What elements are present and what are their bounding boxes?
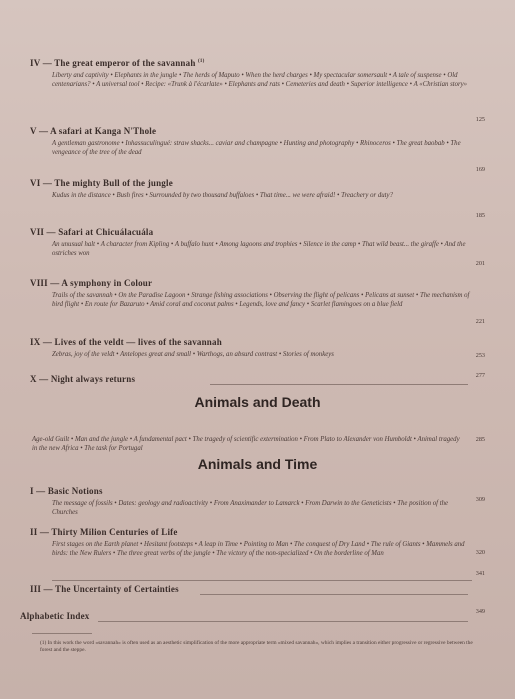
page-number: 349: [475, 608, 485, 615]
chapter-summary: The message of fossils • Dates: geology and radioactivity • From Anaximander to Lamarck • From Darwin to the Geneticists • The position of the Churches: [52, 500, 449, 516]
chapter-ix: IX — Lives of the veldt — lives of the savannah Zebras, joy of the veldt • Antelopes great and small • Warthogs, an absurd contrast • Stories of monkeys: [30, 337, 490, 359]
page-number: 320: [475, 549, 485, 556]
chapter-title: Thirty Milion Centuries of Life: [51, 527, 178, 537]
chapter-number: I: [30, 486, 34, 496]
time-chapter-ii: II — Thirty Milion Centuries of Life First stages on the Earth planet • Hesitant footsteps • A leap in Time • Pointing to Man • The conquest of Dry Land • The rule of Giants • Mammels and birds: the New Rulers • The three great verbs of the jungle • The victory of the non-specialized • On the borderline of Man: [30, 527, 490, 558]
index-entry: [20, 611, 480, 621]
chapter-vii: VII — Safari at Chicuálacuála An unusual halt • A character from Kipling • A buffalo hunt • Among lagoons and trophies • Silence in the camp • That wild beast... the giraffe • And the ostriches won: [30, 227, 490, 258]
chapter-summary: Liberty and captivity • Elephants in the jungle • The herds of Maputo • When the herd charges • My spectacular somersault • A tale of suspense • Old centenarians? • A universal tool • Recipe: «Trunk à l'écarlate» • Elephants and rats • Cemeteries and death • Superior intelligence • A «Christian story»: [52, 72, 468, 88]
section-summary: Age-old Guilt • Man and the jungle • A fundamental pact • The tragedy of scientific extermination • From Plato to Alexander von Humboldt • Animal tragedy in the new Africa • The task for Portugal: [32, 436, 460, 452]
footnote: (1) In this work the word «savannah» is often used as an aesthetic simplification of the more appropriate term «mixed savannah», which implies a transition either progressive or regressive between the forest and the steppe.: [40, 640, 473, 653]
page-number: 341: [475, 570, 485, 577]
page-number: 285: [475, 436, 485, 443]
chapter-summary: Zebras, joy of the veldt • Antelopes great and small • Warthogs, an absurd contrast • Stories of monkeys: [52, 351, 334, 358]
chapter-number: III: [30, 584, 42, 594]
chapter-number: IV: [30, 58, 41, 68]
chapter-number: VII: [30, 227, 45, 237]
page-number: 277: [475, 372, 485, 379]
section-title: Animals and Death: [194, 394, 321, 410]
chapter-number: II: [30, 527, 38, 537]
page-number: 309: [475, 496, 485, 503]
chapter-vi: VI — The mighty Bull of the jungle Kudus in the distance • Bush fires • Surrounded by two thousand buffaloes • That time... we were afraid! • Treachery or duty?: [30, 178, 490, 200]
chapter-summary: Kudus in the distance • Bush fires • Surrounded by two thousand buffaloes • That time... we were afraid! • Treachery or duty?: [52, 192, 393, 199]
leader-line: [210, 384, 468, 385]
chapter-x: X — Night always returns: [30, 374, 136, 384]
chapter-viii: VIII — A symphony in Colour Trails of the savannah • On the Paradise Lagoon • Strange fishing associations • Observing the flight of pelicans • Pelicans at sunset • The mechanism of bird flight • En route for Bazaruto • Amid coral and coconut palms • Legends, love and fancy • Scarlet flamingoes on a blue field: [30, 278, 470, 308]
chapter-number: V: [30, 126, 37, 136]
chapter-iv: IV — The great emperor of the savannah $^{(1)}$ Liberty and captivity • Elephants in the jungle • The herds of Maputo • When the herd charges • My spectacular somersault • A tale of suspense • Old centenarians? • A universal tool • Recipe: «Trunk à l'écarlate» • Elephants and rats • Cemeteries and death • Superior intelligence • A «Christian story»: [30, 58, 490, 89]
chapter-title: The mighty Bull of the jungle: [54, 178, 173, 188]
chapter-title: Safari at Chicuálacuála: [58, 227, 154, 237]
index-label: Alphabetic Index: [20, 611, 90, 621]
chapter-summary: A gentleman gastronome • Inhassuculingué: straw shacks... caviar and champagne • Hunting and photography • Rhinoceros • The great baobab • The vengeance of the tree of the dead: [52, 140, 461, 156]
page-number: 125: [475, 116, 485, 123]
footnote-marker: (1): [198, 59, 205, 64]
footnote-rule: [32, 633, 92, 634]
chapter-title: Lives of the veldt — lives of the savannah: [54, 337, 222, 347]
chapter-title: Night always returns: [50, 374, 136, 384]
chapter-summary: First stages on the Earth planet • Hesitant footsteps • A leap in Time • Pointing to Man • The conquest of Dry Land • The rule of Giants • Mammels and birds: the New Rulers • The three great verbs of the jungle • The victory of the non-specialized • On the borderline of Man: [52, 541, 465, 557]
chapter-number: VI: [30, 178, 41, 188]
chapter-title: The Uncertainty of Certainties: [55, 584, 179, 594]
page-number: 169: [475, 166, 485, 173]
chapter-number: X: [30, 374, 37, 384]
chapter-summary: Trails of the savannah • On the Paradise Lagoon • Strange fishing associations • Observing the flight of pelicans • Pelicans at sunset • The mechanism of bird flight • En route for Bazaruto • Amid coral and coconut palms • Legends, love and fancy • Scarlet flamingoes on a blue field: [52, 292, 470, 308]
leader-line: [98, 621, 468, 622]
chapter-number: VIII: [30, 278, 48, 288]
chapter-v: V — A safari at Kanga N'Thole A gentleman gastronome • Inhassuculingué: straw shacks... caviar and champagne • Hunting and photography • Rhinoceros • The great baobab • The vengeance of the tree of the dead: [30, 126, 490, 157]
chapter-title: Basic Notions: [47, 486, 103, 496]
page-number: 253: [475, 352, 485, 359]
leader-line: [52, 580, 472, 581]
section-death-summary: [30, 432, 490, 453]
chapter-title: A symphony in Colour: [61, 278, 153, 288]
section-title: Animals and Time: [197, 456, 318, 472]
chapter-title: A safari at Kanga N'Thole: [50, 126, 157, 136]
chapter-summary: An unusual halt • A character from Kipling • A buffalo hunt • Among lagoons and trophies • Silence in the camp • That wild beast... the giraffe • And the ostriches won: [52, 241, 466, 257]
page-number: 185: [475, 212, 485, 219]
time-chapter-iii: III — The Uncertainty of Certainties: [30, 584, 179, 594]
chapter-title: The great emperor of the savannah: [54, 58, 196, 68]
time-chapter-i: I — Basic Notions The message of fossils • Dates: geology and radioactivity • From Anaximander to Lamarck • From Darwin to the Geneticists • The position of the Churches: [30, 486, 490, 517]
leader-line: [200, 594, 468, 595]
chapter-number: IX: [30, 337, 41, 347]
page-number: 221: [475, 318, 485, 325]
page-number: 201: [475, 260, 485, 267]
